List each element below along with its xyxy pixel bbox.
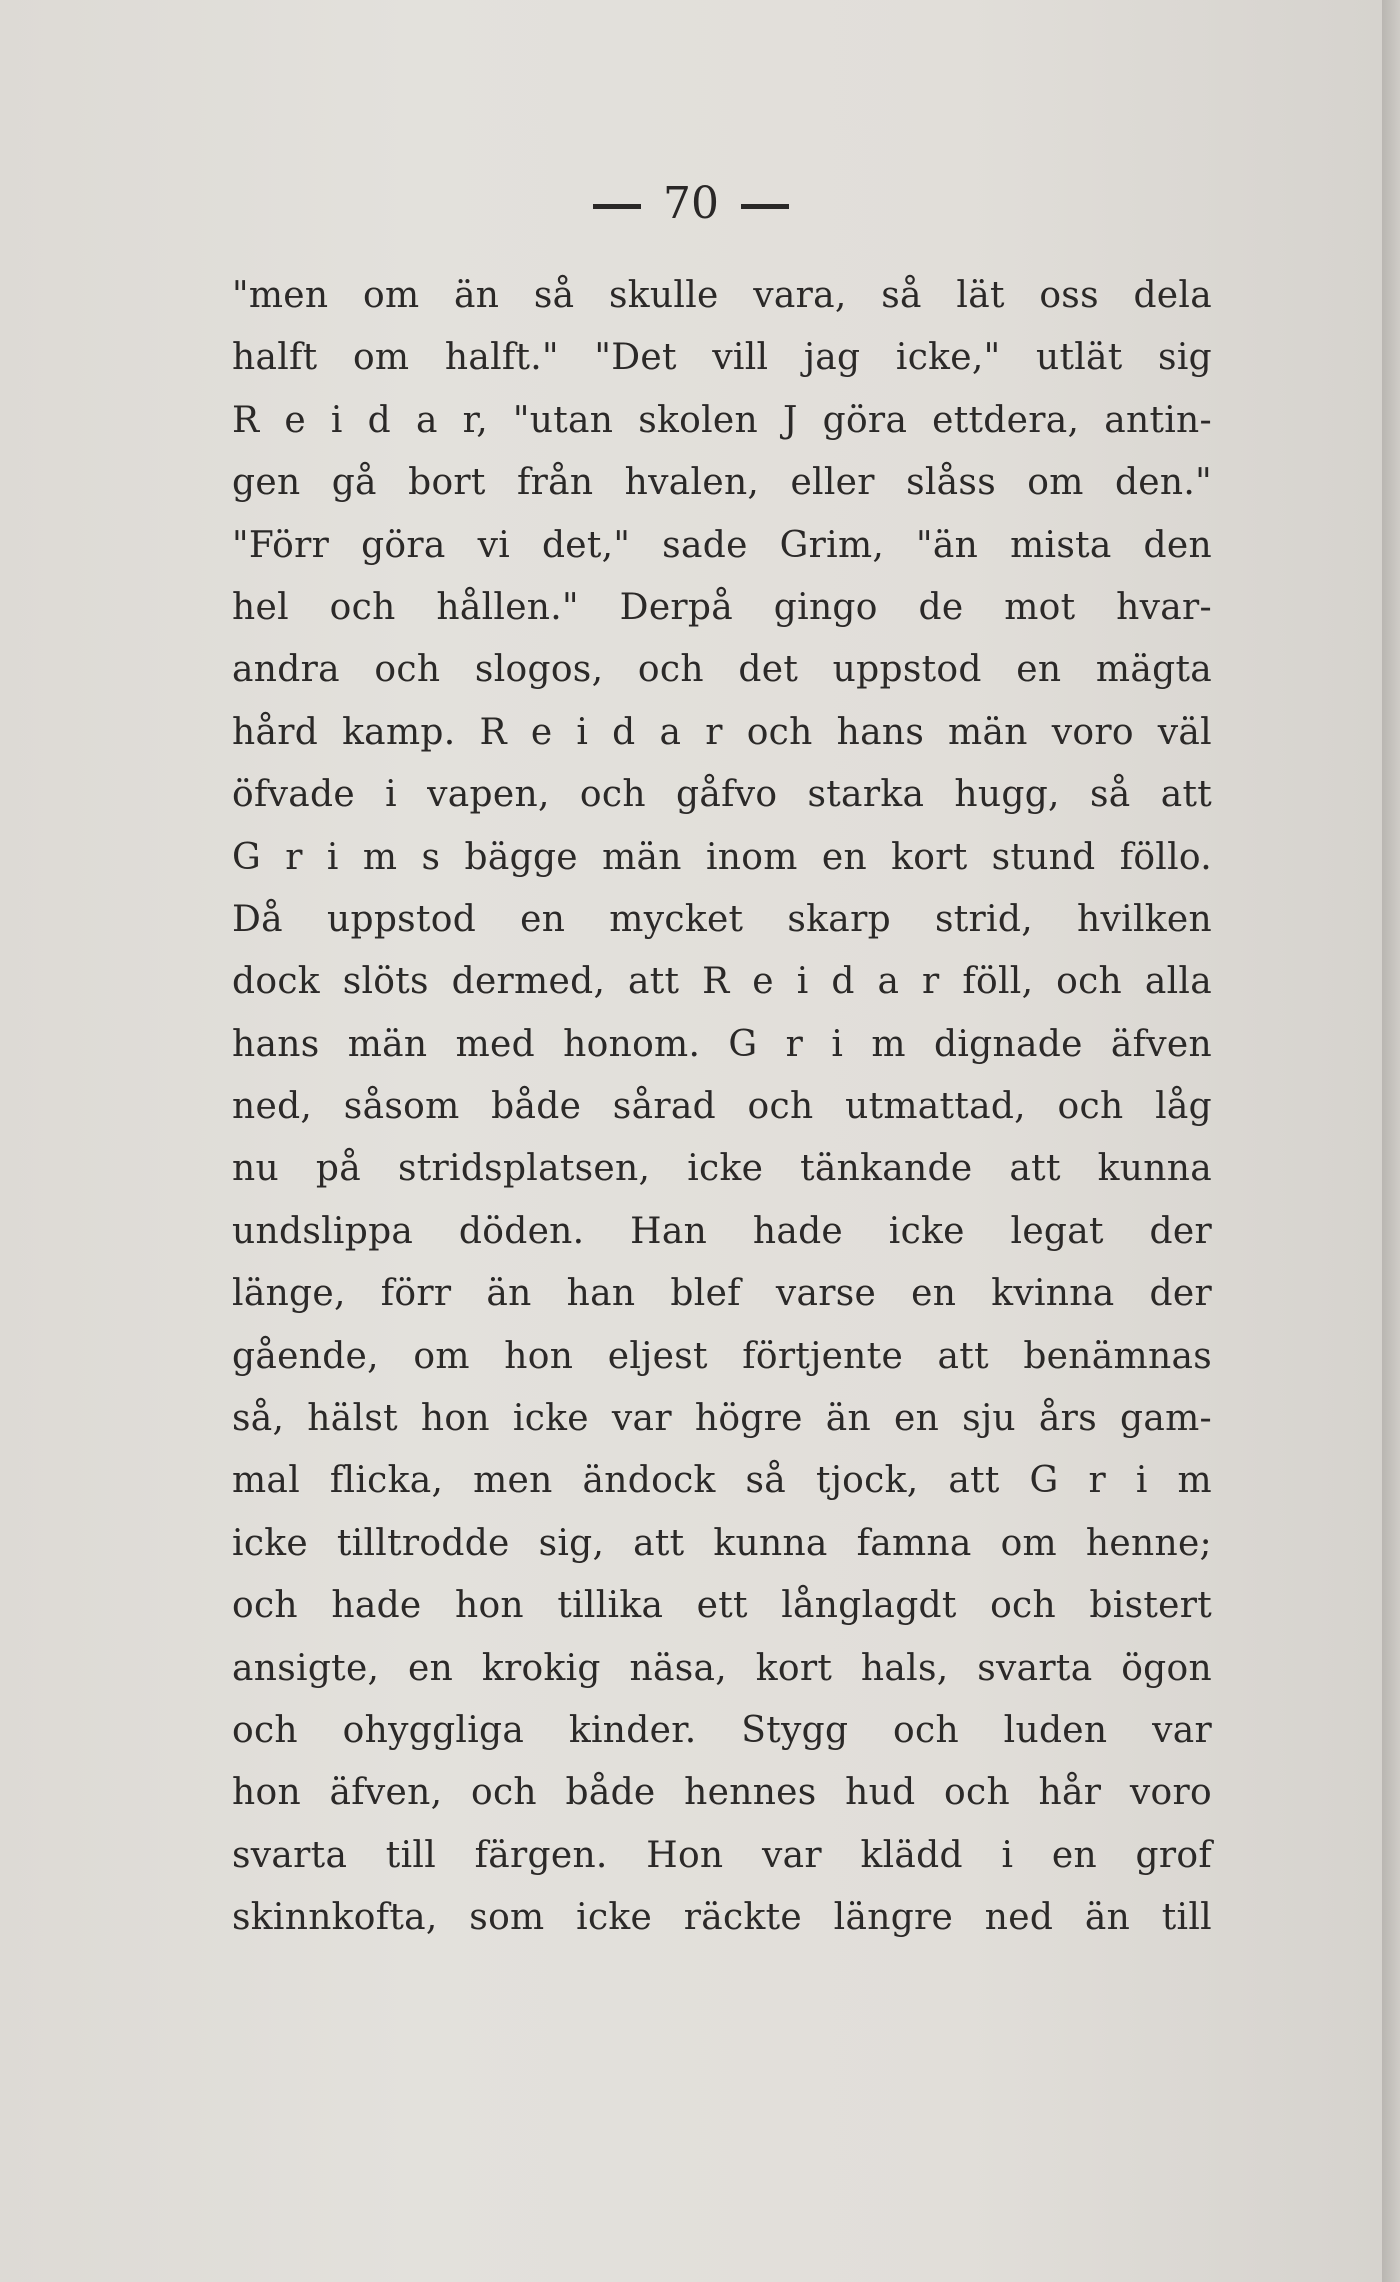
text-line: hel och hållen." Derpå gingo de mot hvar- bbox=[232, 586, 1212, 628]
text-line: icke tilltrodde sig, att kunna famna om henne; bbox=[232, 1522, 1212, 1564]
text-line: dock slöts dermed, att R e i d a r föll, och alla bbox=[232, 961, 1212, 1003]
text-line: hon äfven, och både hennes hud och hår voro bbox=[232, 1772, 1212, 1814]
text-line: nu på stridsplatsen, icke tänkande att kunna bbox=[232, 1148, 1212, 1190]
page-number bbox=[0, 178, 1382, 229]
text-line: andra och slogos, och det uppstod en mägta bbox=[232, 649, 1212, 691]
body-text bbox=[232, 265, 1212, 1950]
text-line: G r i m s bägge män inom en kort stund föllo. bbox=[232, 836, 1212, 878]
text-line: undslippa döden. Han hade icke legat der bbox=[232, 1210, 1212, 1252]
text-line: och ohyggliga kinder. Stygg och luden var bbox=[232, 1709, 1212, 1751]
text-line: "men om än så skulle vara, så lät oss dela bbox=[232, 275, 1212, 316]
text-line: så, hälst hon icke var högre än en sju års gam- bbox=[232, 1398, 1212, 1440]
page-number-text: 70 bbox=[663, 178, 719, 229]
text-line: hård kamp. R e i d a r och hans män voro väl bbox=[232, 711, 1212, 753]
text-line: R e i d a r, "utan skolen J göra ettdera, antin- bbox=[232, 399, 1212, 441]
page-edge bbox=[1382, 0, 1400, 2282]
text-line: gen gå bort från hvalen, eller slåss om den." bbox=[232, 462, 1212, 504]
text-line: skinnkofta, som icke räckte längre ned än till bbox=[232, 1897, 1212, 1939]
text-line: "Förr göra vi det," sade Grim, "än mista den bbox=[232, 524, 1212, 566]
text-line: mal flicka, men ändock så tjock, att G r i m bbox=[232, 1460, 1212, 1502]
text-line: ned, såsom både sårad och utmattad, och låg bbox=[232, 1086, 1212, 1128]
left-dash bbox=[593, 204, 641, 209]
text-line: gående, om hon eljest förtjente att benämnas bbox=[232, 1335, 1212, 1377]
text-line: Då uppstod en mycket skarp strid, hvilken bbox=[232, 898, 1212, 940]
right-dash bbox=[741, 204, 789, 209]
text-line: svarta till färgen. Hon var klädd i en grof bbox=[232, 1834, 1212, 1876]
text-line: ansigte, en krokig näsa, kort hals, svarta ögon bbox=[232, 1647, 1212, 1689]
text-line: länge, förr än han blef varse en kvinna der bbox=[232, 1273, 1212, 1315]
text-line: och hade hon tillika ett långlagdt och bistert bbox=[232, 1585, 1212, 1627]
text-line: öfvade i vapen, och gåfvo starka hugg, så att bbox=[232, 774, 1212, 816]
text-line: halft om halft." "Det vill jag icke," utlät sig bbox=[232, 337, 1212, 379]
text-line: hans män med honom. G r i m dignade äfven bbox=[232, 1023, 1212, 1065]
